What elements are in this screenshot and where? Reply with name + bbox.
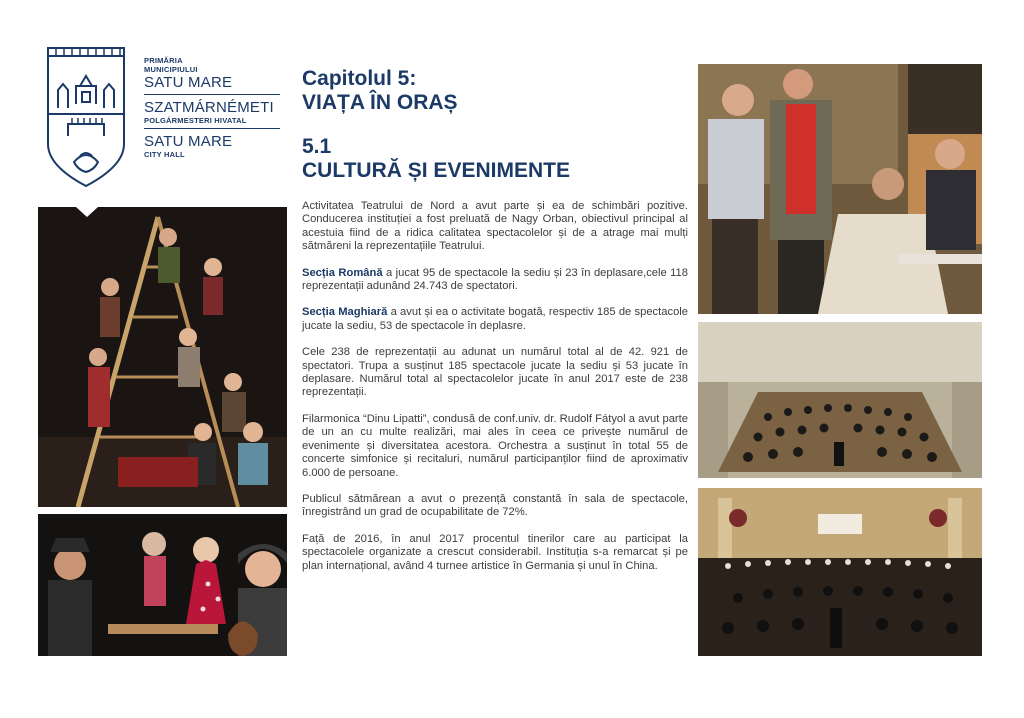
logo-line-city-hall: CITY HALL xyxy=(144,150,185,159)
theatre-scaffold-photo xyxy=(38,207,287,507)
section-number: 5.1 xyxy=(302,135,332,158)
logo-line-szatmarnemeti: SZATMÁRNÉMETI xyxy=(144,99,274,116)
philharmonic-orchestra-photo xyxy=(698,322,982,478)
logo-wordmark xyxy=(144,56,280,159)
city-crest-icon xyxy=(44,44,128,190)
logo-divider xyxy=(144,94,280,95)
photo-notch xyxy=(76,207,98,217)
chapter-title: VIAȚA ÎN ORAȘ xyxy=(302,91,458,114)
concert-choir-photo xyxy=(698,488,982,656)
paragraph-tineri: Față de 2016, în anul 2017 procentul tinerilor care au participat la spectacolele organizate a crescut considerabil. Instituția s-a remarcat și pe plan internațional, având 4 turnee artistice în Germania și unul în China. xyxy=(302,532,688,572)
paragraph-filarmonica: Filarmonica “Dinu Lipatti”, condusă de conf.univ. dr. Rudolf Fátyol a avut parte de un an cu multe realizări, mai ales în ceea ce privește numărul de evenimente și diversitatea acestora. Orchestra a susținut în total 55 de concerte simfonice și recitaluri, numărul participanților fiind de aproximativ 6.000 de persoane. xyxy=(302,412,688,479)
paragraph-reprezentatii: Cele 238 de reprezentații au adunat un numărul total al de 42. 921 de spectatori. Trupa a susținut 185 spectacole jucate la sediu și 53 jucate în deplasare. Numărul total al spectacolelor jucate în anul 2017 este de 238 reprezentații. xyxy=(302,346,688,399)
logo-line-satu-mare-en: SATU MARE xyxy=(144,133,233,150)
logo-line-primaria: PRIMĂRIA xyxy=(144,56,183,65)
logo-line-satu-mare: SATU MARE xyxy=(144,74,233,91)
paragraph-teatrul-de-nord: Activitatea Teatrului de Nord a avut parte și ea de schimbări pozitive. Conducerea instituției a fost preluată de Nagy Orban, obiectivul principal al acestuia fiind de a ridica calitatea spectacolelor și de a atrage mai mulți sătmăreni la reprezentațiile Teatrului. xyxy=(302,200,688,253)
paragraph-sectia-maghiara xyxy=(302,306,688,333)
sectia-romana-text: a jucat 95 de spectacole la sediu și 23 în deplasare,cele 118 reprezentații adunând 24.743 de spectatori. xyxy=(302,266,688,293)
paragraph-sectia-romana xyxy=(302,267,688,294)
section-heading xyxy=(302,135,570,183)
logo-line-polgarmesteri: POLGÁRMESTERI HIVATAL xyxy=(144,116,247,125)
chapter-number: Capitolul 5: xyxy=(302,67,417,90)
sectia-maghiara-text: a avut și ea o activitate bogată, respectiv 185 de spectacole jucate la sediu, 53 de spectacole în deplasre. xyxy=(302,306,689,332)
logo-divider xyxy=(144,128,280,129)
section-title: CULTURĂ ȘI EVENIMENTE xyxy=(302,159,570,182)
paragraph-publicul: Publicul sătmărean a avut o prezență constantă în sala de spectacole, înregistrând un grad de ocupabilitate de 72%. xyxy=(302,492,688,519)
sectia-romana-label: Secția Română xyxy=(302,266,383,279)
city-hall-logo xyxy=(44,44,294,194)
sectia-maghiara-label: Secția Maghiară xyxy=(302,306,388,319)
article-body xyxy=(302,200,688,586)
theatre-actors-photo xyxy=(698,64,982,314)
logo-line-municipiului: MUNICIPIULUI xyxy=(144,65,198,74)
chapter-heading xyxy=(302,67,458,115)
puppet-show-photo xyxy=(38,514,287,656)
